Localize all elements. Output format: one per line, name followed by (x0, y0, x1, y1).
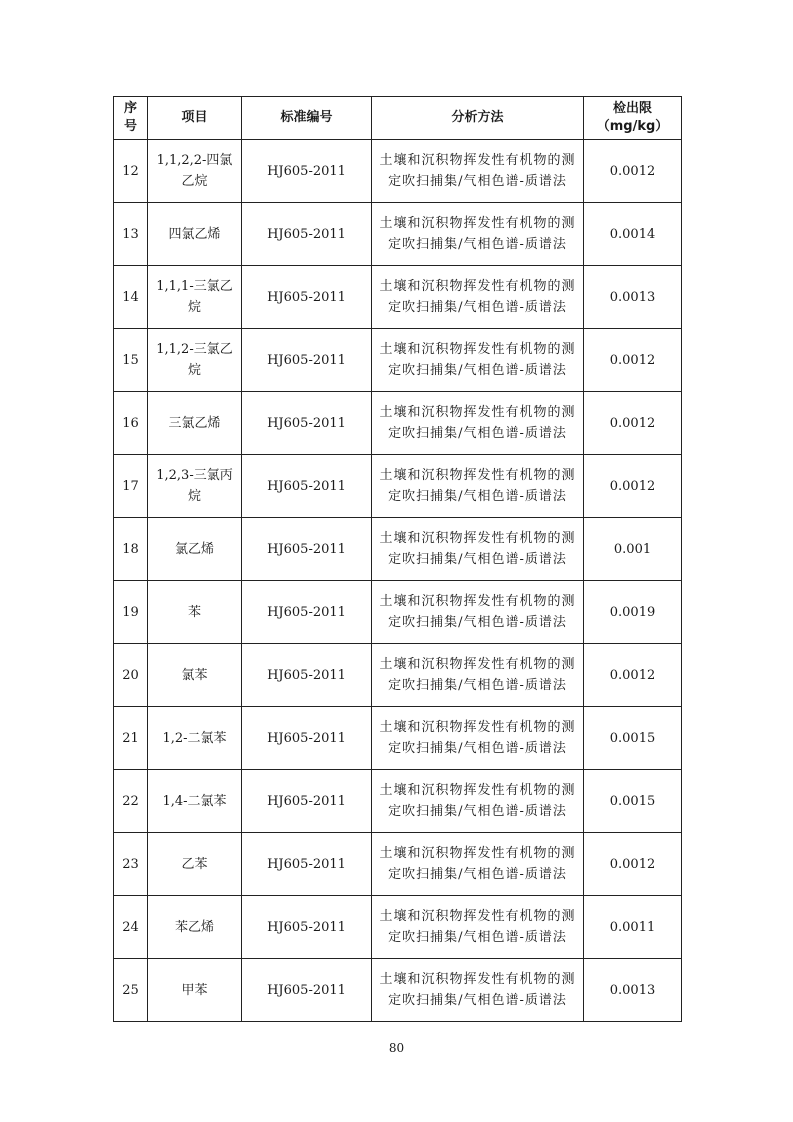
cell-item: 苯乙烯 (148, 896, 242, 959)
cell-item: 1,4-二氯苯 (148, 770, 242, 833)
cell-method: 土壤和沉积物挥发性有机物的测定吹扫捕集/气相色谱-质谱法 (372, 392, 584, 455)
cell-standard: HJ605-2011 (242, 581, 372, 644)
cell-standard: HJ605-2011 (242, 266, 372, 329)
table-row (114, 707, 682, 770)
cell-method: 土壤和沉积物挥发性有机物的测定吹扫捕集/气相色谱-质谱法 (372, 770, 584, 833)
table-row (114, 581, 682, 644)
cell-standard: HJ605-2011 (242, 896, 372, 959)
header-limit-label: 检出限 (612, 101, 652, 116)
cell-limit: 0.0015 (584, 770, 682, 833)
cell-method: 土壤和沉积物挥发性有机物的测定吹扫捕集/气相色谱-质谱法 (372, 266, 584, 329)
header-method: 分析方法 (372, 97, 584, 140)
cell-item: 三氯乙烯 (148, 392, 242, 455)
cell-seq: 24 (114, 896, 148, 959)
header-seq: 序号 (114, 97, 148, 140)
header-limit-unit: （mg/kg） (596, 119, 669, 134)
cell-limit: 0.0012 (584, 455, 682, 518)
cell-standard: HJ605-2011 (242, 770, 372, 833)
cell-method: 土壤和沉积物挥发性有机物的测定吹扫捕集/气相色谱-质谱法 (372, 959, 584, 1022)
cell-item: 甲苯 (148, 959, 242, 1022)
header-item: 项目 (148, 97, 242, 140)
table-row (114, 644, 682, 707)
cell-standard: HJ605-2011 (242, 959, 372, 1022)
cell-item: 氯苯 (148, 644, 242, 707)
table-row (114, 140, 682, 203)
cell-seq: 21 (114, 707, 148, 770)
cell-seq: 12 (114, 140, 148, 203)
cell-seq: 13 (114, 203, 148, 266)
cell-standard: HJ605-2011 (242, 518, 372, 581)
table-header-row (114, 97, 682, 140)
header-limit (584, 97, 682, 140)
cell-standard: HJ605-2011 (242, 392, 372, 455)
cell-seq: 17 (114, 455, 148, 518)
cell-limit: 0.001 (584, 518, 682, 581)
cell-limit: 0.0012 (584, 644, 682, 707)
cell-item: 1,1,1-三氯乙烷 (148, 266, 242, 329)
cell-limit: 0.0014 (584, 203, 682, 266)
header-standard: 标准编号 (242, 97, 372, 140)
cell-limit: 0.0012 (584, 140, 682, 203)
cell-seq: 16 (114, 392, 148, 455)
table-row (114, 329, 682, 392)
cell-seq: 22 (114, 770, 148, 833)
table-row (114, 266, 682, 329)
cell-item: 四氯乙烯 (148, 203, 242, 266)
cell-standard: HJ605-2011 (242, 329, 372, 392)
cell-seq: 18 (114, 518, 148, 581)
cell-limit: 0.0013 (584, 959, 682, 1022)
table-row (114, 833, 682, 896)
table-row (114, 455, 682, 518)
cell-item: 1,2,3-三氯丙烷 (148, 455, 242, 518)
table-body (114, 140, 682, 1022)
cell-method: 土壤和沉积物挥发性有机物的测定吹扫捕集/气相色谱-质谱法 (372, 707, 584, 770)
cell-method: 土壤和沉积物挥发性有机物的测定吹扫捕集/气相色谱-质谱法 (372, 581, 584, 644)
cell-limit: 0.0013 (584, 266, 682, 329)
cell-limit: 0.0019 (584, 581, 682, 644)
cell-method: 土壤和沉积物挥发性有机物的测定吹扫捕集/气相色谱-质谱法 (372, 455, 584, 518)
cell-item: 1,1,2,2-四氯乙烷 (148, 140, 242, 203)
cell-standard: HJ605-2011 (242, 140, 372, 203)
cell-seq: 14 (114, 266, 148, 329)
table-row (114, 959, 682, 1022)
table-row (114, 203, 682, 266)
cell-item: 乙苯 (148, 833, 242, 896)
detection-limit-table (113, 96, 682, 1022)
cell-limit: 0.0012 (584, 392, 682, 455)
cell-method: 土壤和沉积物挥发性有机物的测定吹扫捕集/气相色谱-质谱法 (372, 896, 584, 959)
cell-item: 苯 (148, 581, 242, 644)
cell-seq: 20 (114, 644, 148, 707)
cell-method: 土壤和沉积物挥发性有机物的测定吹扫捕集/气相色谱-质谱法 (372, 203, 584, 266)
table-row (114, 518, 682, 581)
cell-seq: 25 (114, 959, 148, 1022)
cell-limit: 0.0011 (584, 896, 682, 959)
table-row (114, 896, 682, 959)
table-row (114, 770, 682, 833)
cell-item: 1,1,2-三氯乙烷 (148, 329, 242, 392)
cell-item: 氯乙烯 (148, 518, 242, 581)
cell-standard: HJ605-2011 (242, 707, 372, 770)
cell-standard: HJ605-2011 (242, 455, 372, 518)
page-number: 80 (388, 1041, 405, 1055)
cell-standard: HJ605-2011 (242, 833, 372, 896)
cell-standard: HJ605-2011 (242, 203, 372, 266)
table-row (114, 392, 682, 455)
cell-standard: HJ605-2011 (242, 644, 372, 707)
cell-item: 1,2-二氯苯 (148, 707, 242, 770)
cell-method: 土壤和沉积物挥发性有机物的测定吹扫捕集/气相色谱-质谱法 (372, 833, 584, 896)
cell-method: 土壤和沉积物挥发性有机物的测定吹扫捕集/气相色谱-质谱法 (372, 644, 584, 707)
cell-method: 土壤和沉积物挥发性有机物的测定吹扫捕集/气相色谱-质谱法 (372, 329, 584, 392)
cell-limit: 0.0015 (584, 707, 682, 770)
cell-seq: 23 (114, 833, 148, 896)
cell-limit: 0.0012 (584, 329, 682, 392)
cell-seq: 19 (114, 581, 148, 644)
cell-method: 土壤和沉积物挥发性有机物的测定吹扫捕集/气相色谱-质谱法 (372, 518, 584, 581)
cell-method: 土壤和沉积物挥发性有机物的测定吹扫捕集/气相色谱-质谱法 (372, 140, 584, 203)
cell-limit: 0.0012 (584, 833, 682, 896)
cell-seq: 15 (114, 329, 148, 392)
